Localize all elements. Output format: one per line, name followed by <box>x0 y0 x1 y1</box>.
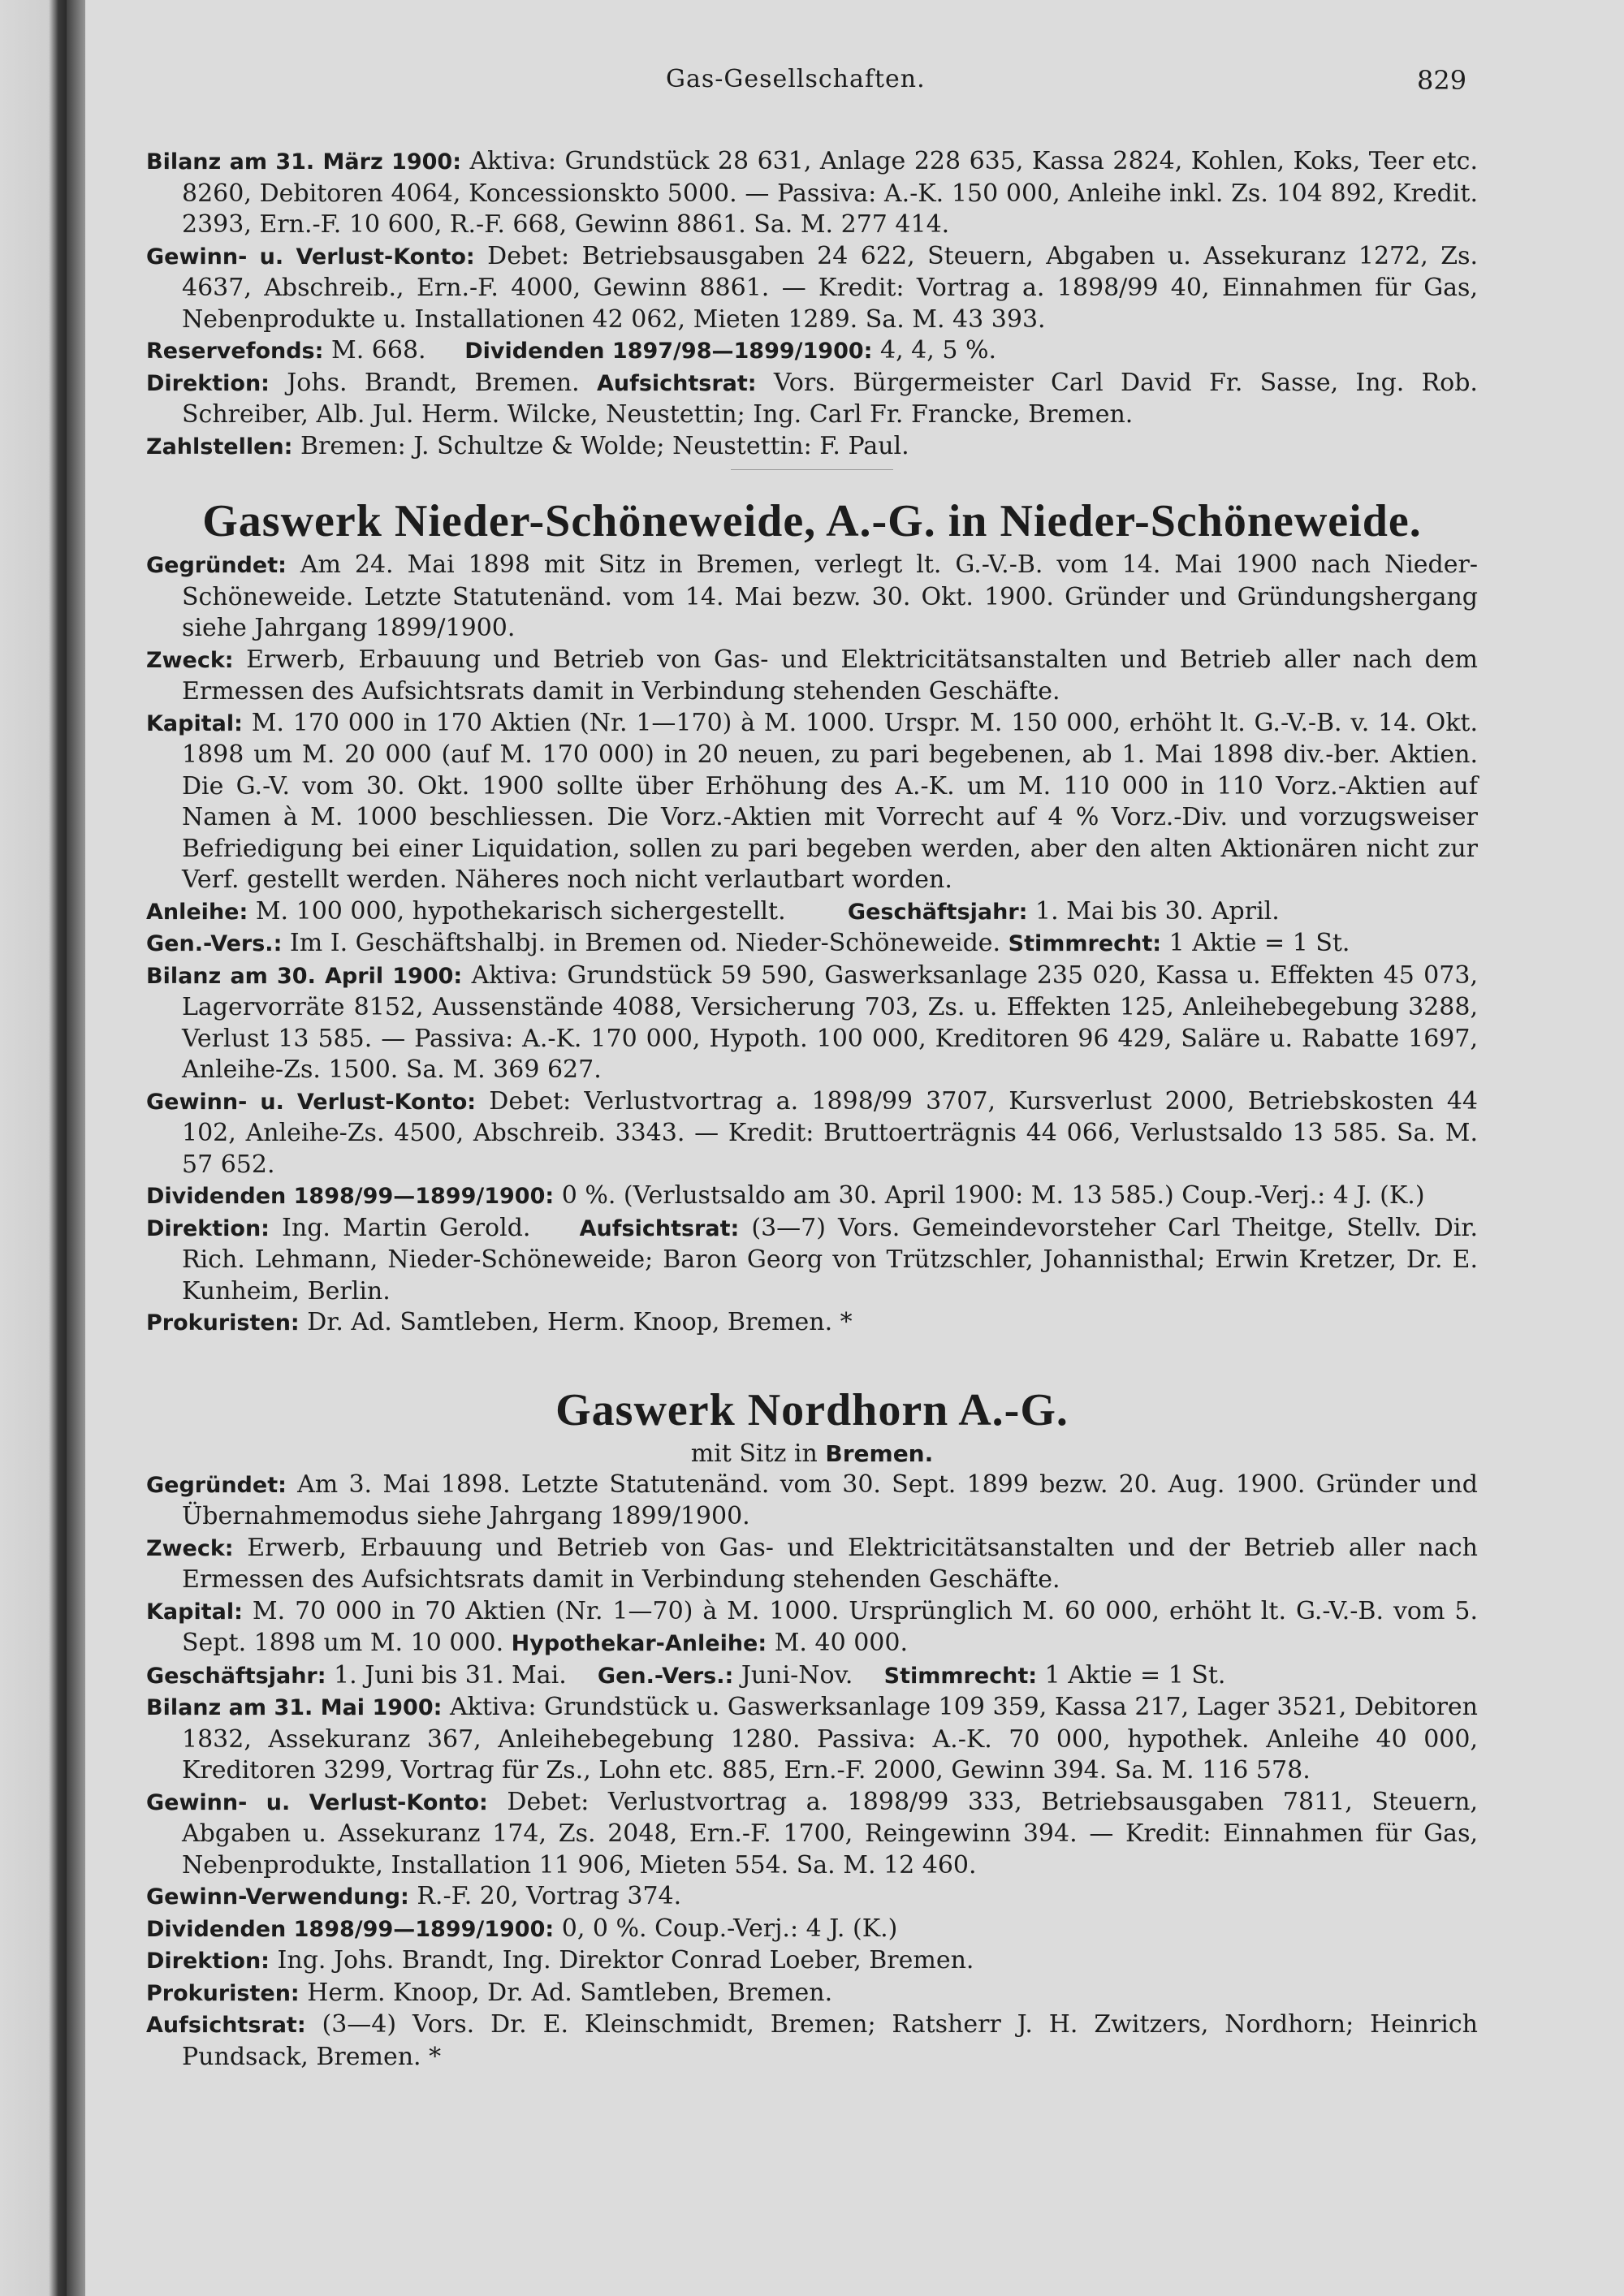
entry-text: Debet: Betriebsausgaben 24 622, Steuern, Abgaben u. Assekuranz 1272, Zs. 4637, Abschreib., Ern.-F. 4000, Gewinn 8861. — Kredit: Vortrag a. 1898/99 40, Einnahmen für Gas, Nebenprodukte u. Installationen 42 062, Mieten 1289. Sa. M. 43 393. <box>182 241 1478 334</box>
entry-text: M. 70 000 in 70 Aktien (Nr. 1—70) à M. 1000. Ursprünglich M. 60 000, erhöht lt. G.-V.-B. vom 5. Sept. 1898 um M. 10 000. <box>182 1596 1478 1657</box>
entry-dividenden <box>146 1180 1478 1213</box>
entry-label: Anleihe: <box>146 899 248 925</box>
entry-label: Gegründet: <box>146 553 287 578</box>
entry-bilanz <box>146 146 1478 241</box>
entry-text: R.-F. 20, Vortrag 374. <box>417 1882 682 1910</box>
entry-text: Im I. Geschäftshalbj. in Bremen od. Nieder-Schöneweide. <box>289 929 1001 957</box>
entry-text: 1 Aktie = 1 St. <box>1168 929 1350 957</box>
entry-label: Direktion: <box>146 370 270 396</box>
entry-label: Bilanz am 30. April 1900: <box>146 963 463 989</box>
entry-geschaeftsjahr <box>146 1660 1478 1693</box>
entry-label: Stimmrecht: <box>883 1663 1038 1689</box>
entry-text: Erwerb, Erbauung und Betrieb von Gas- und Elektricitätsanstalten und der Betrieb aller nach Ermessen des Aufsichtsrats damit in Verbindung stehenden Geschäfte. <box>182 1533 1478 1594</box>
entry-zweck <box>146 1533 1478 1596</box>
entry-prokuristen <box>146 1978 1478 2010</box>
entry-label: Reservefonds: <box>146 339 324 364</box>
entry-text: Am 24. Mai 1898 mit Sitz in Bremen, verlegt lt. G.-V.-B. vom 14. Mai 1900 nach Nieder-Schöneweide. Letzte Statutenänd. vom 14. Mai bezw. 30. Okt. 1900. Gründer und Gründungshergang siehe Jahrgang 1899/1900. <box>182 550 1478 642</box>
entry-label: Gen.-Vers.: <box>146 931 283 956</box>
entry-bilanz <box>146 1692 1478 1787</box>
entry-label: Zahlstellen: <box>146 434 293 460</box>
entry-label: Prokuristen: <box>146 1980 300 2006</box>
page-content <box>146 146 1478 2073</box>
entry-gv-konto <box>146 1787 1478 1882</box>
company-title: Gaswerk Nordhorn A.-G. <box>555 1384 1069 1435</box>
entry-text: Ing. Martin Gerold. <box>282 1213 531 1242</box>
entry-text: Debet: Verlustvortrag a. 1898/99 3707, Kursverlust 2000, Betriebskosten 44 102, Anleihe-Zs. 4500, Abschreib. 3343. — Kredit: Bruttoerträgnis 44 066, Verlustsaldo 13 585. Sa. M. 57 652. <box>182 1086 1478 1179</box>
entry-text: 1 Aktie = 1 St. <box>1044 1660 1226 1690</box>
entry-text: Herm. Knoop, Dr. Ad. Samtleben, Bremen. <box>307 1978 833 2007</box>
entry-zahlstellen <box>146 431 1478 464</box>
entry-anleihe <box>146 896 1478 929</box>
entry-label: Geschäftsjahr: <box>146 1663 326 1689</box>
entry-label: Gewinn- u. Verlust-Konto: <box>146 1789 488 1815</box>
entry-kapital <box>146 708 1478 896</box>
entry-kapital <box>146 1596 1478 1660</box>
subtitle-text: mit Sitz in <box>690 1439 818 1468</box>
entry-label: Direktion: <box>146 1949 270 1974</box>
entry-label: Zweck: <box>146 647 234 673</box>
entry-text: Aktiva: Grundstück 28 631, Anlage 228 635, Kassa 2824, Kohlen, Koks, Teer etc. 8260, Debitoren 4064, Koncessionskto 5000. — Passiva: A.-K. 150 000, Anleihe inkl. Zs. 104 892, Kredit. 2393, Ern.-F. 10 600, R.-F. 668, Gewinn 8861. Sa. M. 277 414. <box>182 147 1478 239</box>
entry-label: Bilanz am 31. Mai 1900: <box>146 1695 443 1720</box>
entry-reservefonds <box>146 335 1478 368</box>
entry-text: Dr. Ad. Samtleben, Herm. Knoop, Bremen. * <box>307 1308 853 1336</box>
entry-text: (3—7) Vors. Gemeindevorsteher Carl Theitge, Stellv. Dir. Rich. Lehmann, Nieder-Schöneweide; Baron Georg von Trützschler, Johannisthal; Erwin Kretzer, Dr. E. Kunheim, Berlin. <box>182 1213 1478 1306</box>
entry-text: 1. Mai bis 30. April. <box>1035 896 1280 926</box>
entry-gewinn-verwendung <box>146 1881 1478 1914</box>
entry-text: 0, 0 %. Coup.-Verj.: 4 J. (K.) <box>561 1914 898 1943</box>
entry-text: M. 40 000. <box>774 1629 908 1657</box>
entry-text: M. 668. <box>330 336 426 365</box>
entry-label: Gewinn- u. Verlust-Konto: <box>146 1089 477 1115</box>
entry-text: Aktiva: Grundstück 59 590, Gaswerksanlage 235 020, Kassa u. Effekten 45 073, Lagervorräte 8152, Aussenstände 4088, Versicherung 703, Zs. u. Effekten 125, Anleihebegebung 3288, Verlust 13 585. — Passiva: A.-K. 170 000, Hypoth. 100 000, Kreditoren 96 429, Saläre u. Rabatte 1697, Anleihe-Zs. 1500. Sa. M. 369 627. <box>182 960 1478 1084</box>
entry-label: Aufsichtsrat: <box>596 370 757 396</box>
entry-direktion <box>146 368 1478 431</box>
entry-text: Bremen: J. Schultze & Wolde; Neustettin: F. Paul. <box>300 431 909 460</box>
entry-text: M. 170 000 in 170 Aktien (Nr. 1—170) à M. 1000. Urspr. M. 150 000, erhöht lt. G.-V.-B. v. 14. Okt. 1898 um M. 20 000 (auf M. 170 000) in 20 neuen, zu pari begebenen, ab 1. Mai 1898 div.-ber. Aktien. Die G.-V. vom 30. Okt. 1900 sollte über Erhöhung des A.-K. um M. 110 000 in 110 Vorz.-Aktien auf Namen à M. 1000 beschliessen. Die Vorz.-Aktien mit Vorrecht auf 4 % Vorz.-Div. und vorzugsweiser Befriedigung bei einer Liquidation, sollen zu pari begeben werden, aber den alten Aktionären nicht zur Verf. gestellt werden. Näheres noch nicht verlautbart worden. <box>182 708 1478 894</box>
entry-label: Prokuristen: <box>146 1310 300 1336</box>
entry-gv-konto <box>146 241 1478 336</box>
entry-text: Vors. Bürgermeister Carl David Fr. Sasse, Ing. Rob. Schreiber, Alb. Jul. Herm. Wilcke, Neustettin; Ing. Carl Fr. Francke, Bremen. <box>182 368 1478 429</box>
entry-text: 4, 4, 5 %. <box>880 336 996 365</box>
entry-label: Gewinn-Verwendung: <box>146 1884 409 1910</box>
company-entry-nordhorn <box>146 1470 1478 2074</box>
entry-text: Am 3. Mai 1898. Letzte Statutenänd. vom 30. Sept. 1899 bezw. 20. Aug. 1900. Gründer und Übernahmemodus siehe Jahrgang 1899/1900. <box>182 1470 1478 1530</box>
entry-dividenden <box>146 1914 1478 1946</box>
entry-text: Debet: Verlustvortrag a. 1898/99 333, Betriebsausgaben 7811, Steuern, Abgaben u. Assekuranz 174, Zs. 2048, Ern.-F. 1700, Reingewinn 394. — Kredit: Einnahmen für Gas, Nebenprodukte, Installation 11 906, Mieten 554. Sa. M. 12 460. <box>182 1787 1479 1880</box>
scan-page-edge <box>67 0 86 2296</box>
entry-label: Dividenden 1898/99—1899/1900: <box>146 1184 555 1209</box>
entry-text: Juni-Nov. <box>741 1660 853 1690</box>
entry-label: Aufsichtsrat: <box>146 2013 306 2038</box>
entry-direktion <box>146 1945 1478 1978</box>
entry-label: Gewinn- u. Verlust-Konto: <box>146 244 475 270</box>
entry-bilanz <box>146 960 1478 1086</box>
subtitle-city: Bremen. <box>825 1439 934 1467</box>
entry-label: Kapital: <box>146 710 243 736</box>
entry-text: M. 100 000, hypothekarisch sichergestellt. <box>255 896 786 926</box>
company-entry-nieder-schoeneweide <box>146 550 1478 1340</box>
entry-gen-vers <box>146 928 1478 960</box>
entry-label: Zweck: <box>146 1535 234 1561</box>
running-header: Gas-Gesellschaften. <box>666 65 926 93</box>
entry-label: Aufsichtsrat: <box>579 1215 740 1241</box>
entry-gegruendet <box>146 1470 1478 1533</box>
scan-left-margin <box>0 0 67 2296</box>
page-number: 829 <box>1417 65 1467 96</box>
entry-label: Direktion: <box>146 1215 270 1241</box>
entry-text: (3—4) Vors. Dr. E. Kleinschmidt, Bremen; Ratsherr J. H. Zwitzers, Nordhorn; Heinrich Pundsack, Bremen. * <box>182 2010 1478 2071</box>
entry-gegruendet <box>146 550 1478 645</box>
entry-zweck <box>146 645 1478 708</box>
entry-aufsichtsrat <box>146 2009 1478 2073</box>
company-subtitle <box>146 1439 1478 1470</box>
entry-text: Erwerb, Erbauung und Betrieb von Gas- und Elektricitätsanstalten und Betrieb aller nach dem Ermessen des Aufsichtsrats damit in Verbindung stehenden Geschäfte. <box>182 645 1478 706</box>
entry-gv-konto <box>146 1086 1478 1181</box>
section-divider <box>731 469 893 470</box>
entry-label: Gegründet: <box>146 1472 287 1498</box>
entry-label: Geschäftsjahr: <box>847 899 1028 925</box>
entry-text: Ing. Johs. Brandt, Ing. Direktor Conrad Loeber, Bremen. <box>277 1946 974 1974</box>
entry-label: Gen.-Vers.: <box>597 1663 734 1689</box>
entry-label: Dividenden 1898/99—1899/1900: <box>146 1916 555 1942</box>
entry-prokuristen <box>146 1307 1478 1340</box>
entry-text: 0 %. (Verlustsaldo am 30. April 1900: M. 13 585.) Coup.-Verj.: 4 J. (K.) <box>561 1181 1425 1210</box>
company-title: Gaswerk Nieder-Schöneweide, A.-G. in Nieder-Schöneweide. <box>202 496 1422 546</box>
entry-text: Johs. Brandt, Bremen. <box>287 368 580 397</box>
entry-label: Hypothekar-Anleihe: <box>511 1631 767 1656</box>
entry-text: 1. Juni bis 31. Mai. <box>334 1660 567 1690</box>
entry-label: Bilanz am 31. März 1900: <box>146 149 461 175</box>
entry-text: Aktiva: Grundstück u. Gaswerksanlage 109 359, Kassa 217, Lager 3521, Debitoren 1832, Assekuranz 367, Anleihebegebung 1280. Passiva: A.-K. 70 000, hypothek. Anleihe 40 000, Kreditoren 3299, Vortrag für Zs., Lohn etc. 885, Ern.-F. 2000, Gewinn 394. Sa. M. 116 578. <box>182 1693 1478 1785</box>
entry-label: Dividenden 1897/98—1899/1900: <box>464 339 873 364</box>
entry-direktion <box>146 1213 1478 1308</box>
entry-label: Kapital: <box>146 1599 243 1625</box>
entry-label: Stimmrecht: <box>1008 931 1162 956</box>
